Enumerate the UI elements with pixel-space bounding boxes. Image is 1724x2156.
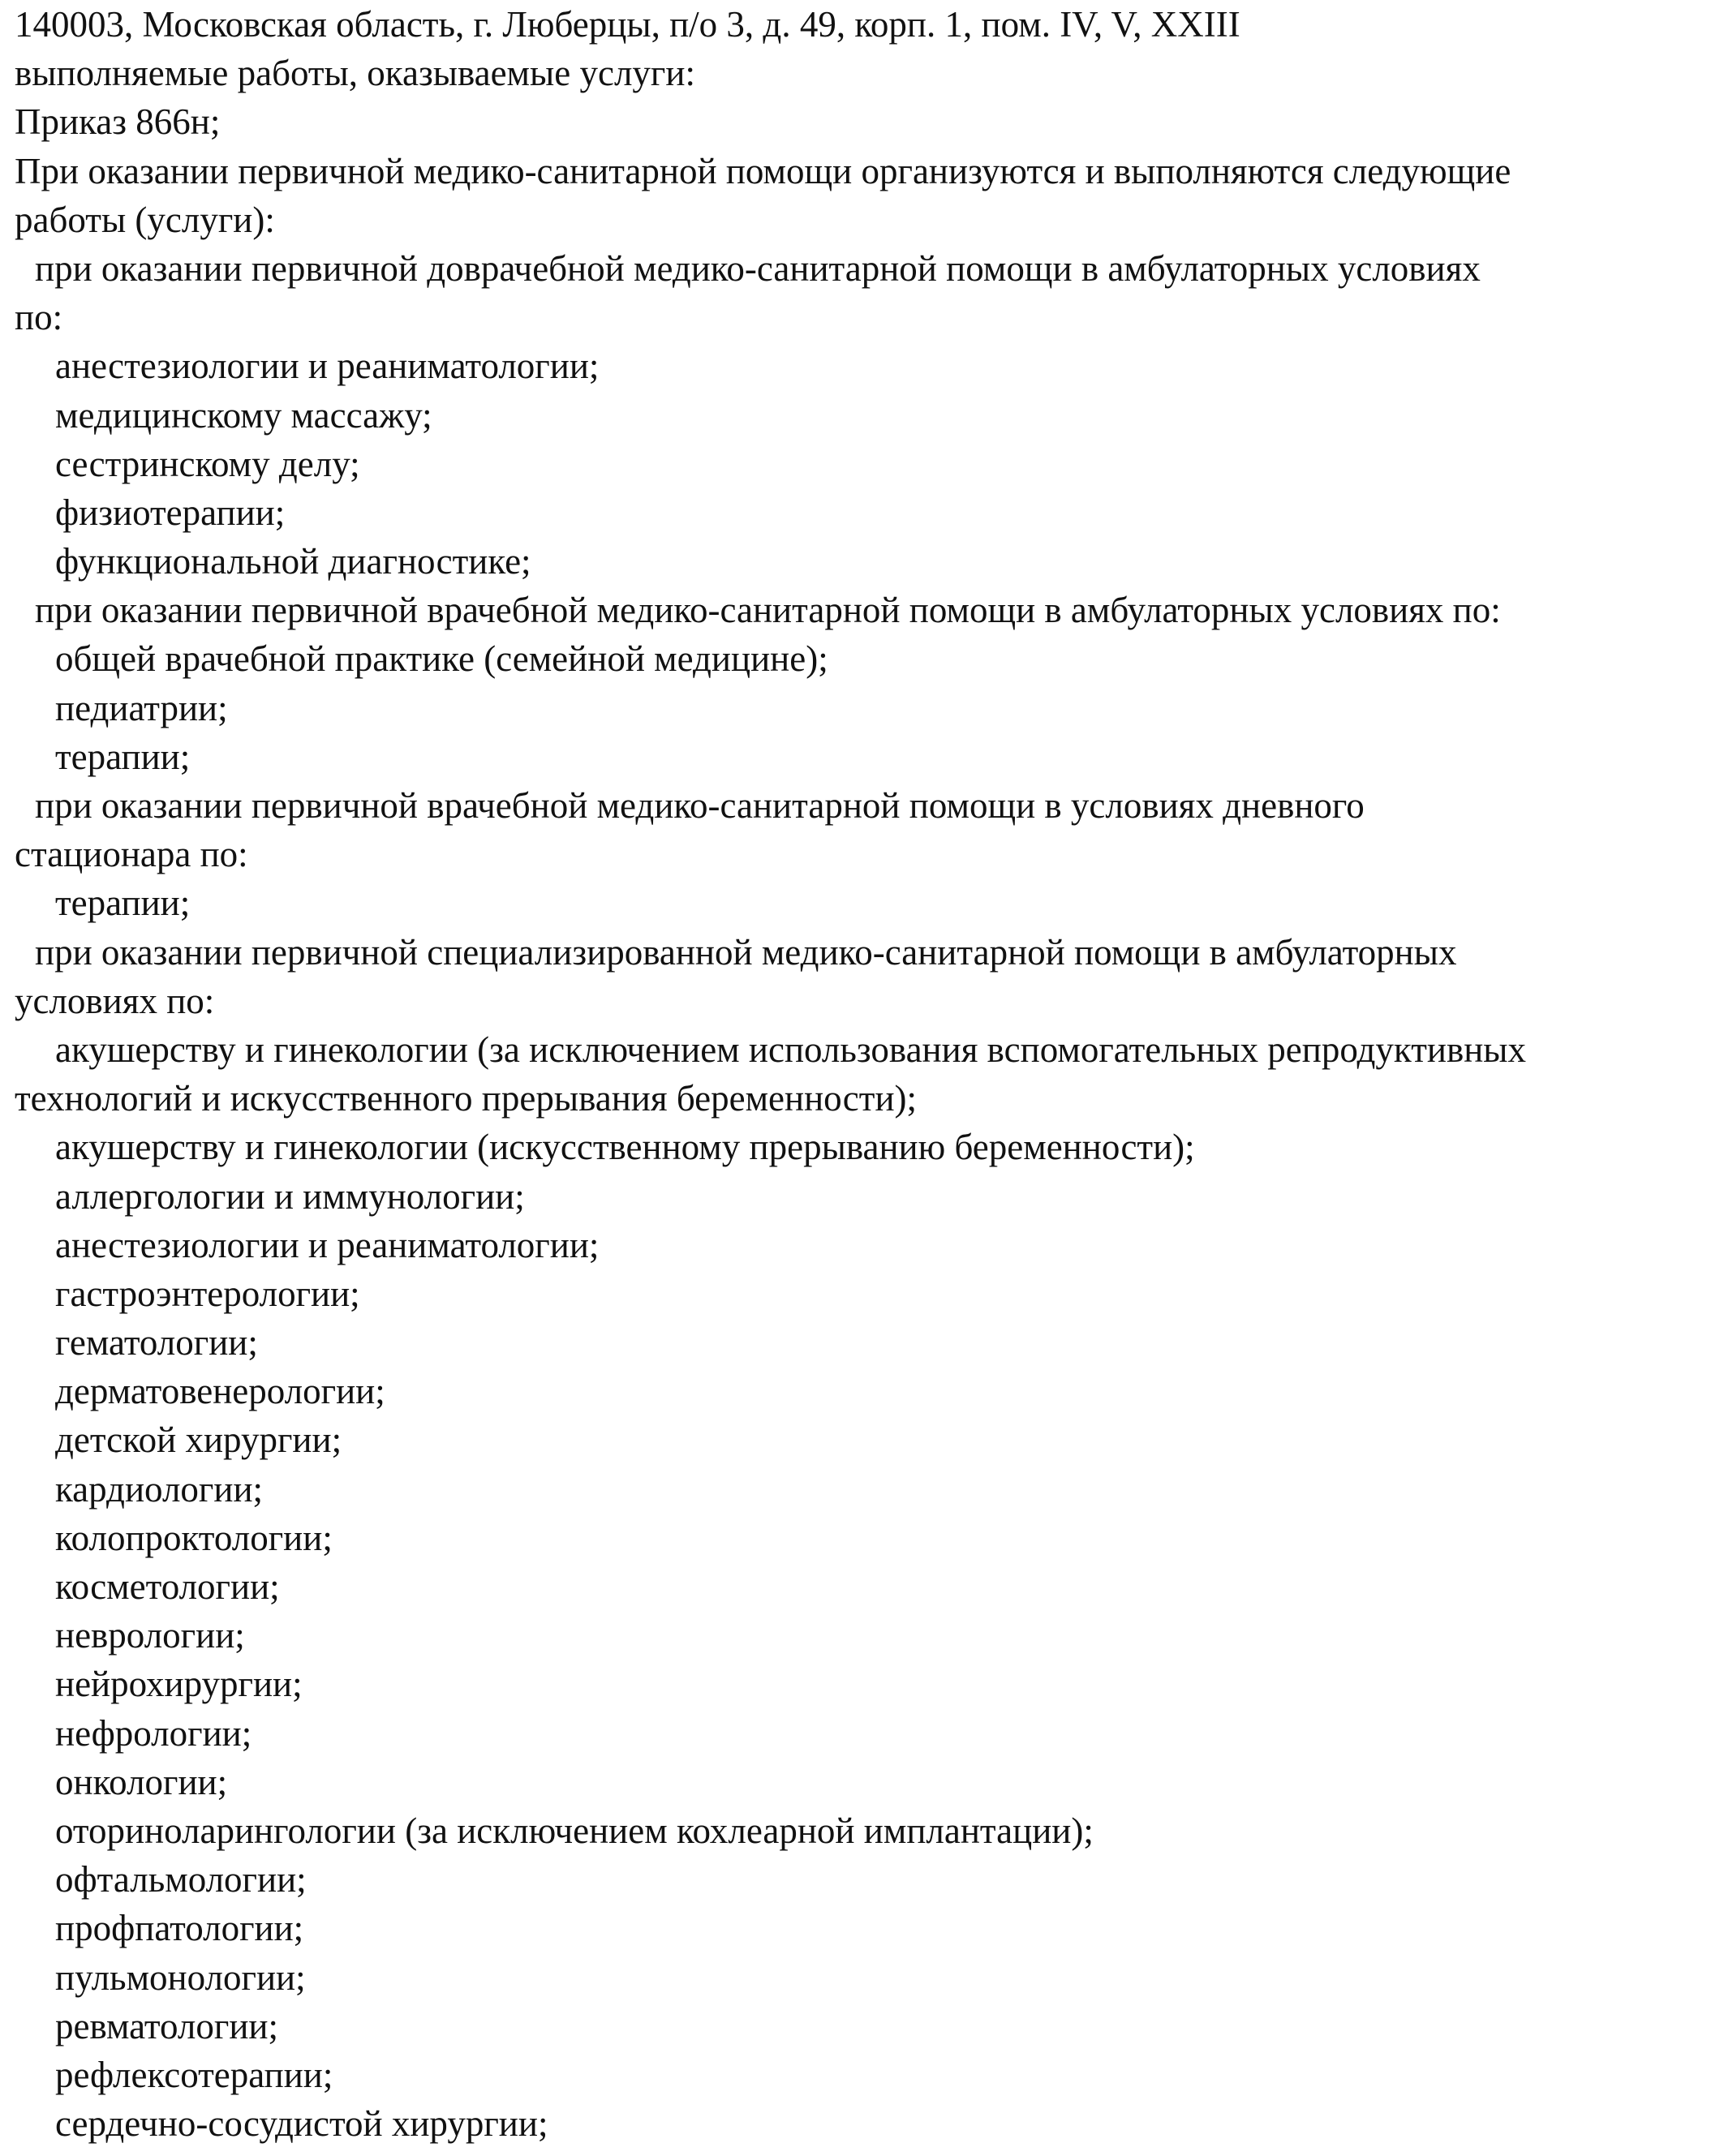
document-line: функциональной диагностике; [55, 541, 531, 582]
document-line: при оказании первичной доврачебной медико-санитарной помощи в амбулаторных условиях [35, 247, 1481, 289]
document-line: оториноларингологии (за исключением кохлеарной имплантации); [55, 1810, 1094, 1851]
document-line: технологий и искусственного прерывания беременности); [15, 1078, 918, 1119]
document-line: акушерству и гинекологии (за исключением использования вспомогательных репродуктивных [55, 1029, 1527, 1070]
document-line: При оказании первичной медико-санитарной помощи организуются и выполняются следующие [15, 150, 1511, 191]
document-line: анестезиологии и реаниматологии; [55, 346, 600, 387]
document-line: при оказании первичной врачебной медико-санитарной помощи в условиях дневного [35, 785, 1365, 826]
document-line: Приказ 866н; [15, 101, 221, 143]
document-line: терапии; [55, 736, 191, 777]
document-line: сердечно-сосудистой хирургии; [55, 2103, 548, 2145]
document-line: выполняемые работы, оказываемые услуги: [15, 53, 695, 94]
document-line: аллергологии и иммунологии; [55, 1175, 525, 1217]
document-text-block [15, 0, 1718, 2148]
document-line: профпатологии; [55, 1908, 304, 1949]
document-line: медицинскому массажу; [55, 394, 432, 436]
document-line: детской хирургии; [55, 1419, 342, 1461]
document-line: работы (услуги): [15, 199, 275, 240]
document-line: нефрологии; [55, 1712, 252, 1754]
document-line: терапии; [55, 883, 191, 924]
document-line: анестезиологии и реаниматологии; [55, 1224, 600, 1265]
document-line: сестринскому делу; [55, 443, 360, 484]
document-line: рефлексотерапии; [55, 2054, 333, 2095]
document-line: по: [15, 297, 63, 338]
document-line: офтальмологии; [55, 1859, 307, 1900]
document-line: при оказании первичной врачебной медико-санитарной помощи в амбулаторных условиях по: [35, 590, 1501, 631]
document-line: условиях по: [15, 980, 215, 1021]
document-line: общей врачебной практике (семейной медицине); [55, 638, 828, 680]
document-line: 140003, Московская область, г. Люберцы, п/о 3, д. 49, корп. 1, пом. IV, V, XXIII [15, 4, 1240, 45]
document-line: пульмонологии; [55, 1956, 306, 1998]
document-line: акушерству и гинекологии (искусственному прерыванию беременности); [55, 1127, 1195, 1168]
document-line: косметологии; [55, 1566, 280, 1607]
document-line: нейрохирургии; [55, 1664, 303, 1705]
document-line: неврологии; [55, 1615, 245, 1656]
document-line: кардиологии; [55, 1468, 264, 1510]
document-line: стационара по: [15, 834, 248, 875]
document-line: онкологии; [55, 1761, 228, 1802]
document-line: физиотерапии; [55, 492, 286, 533]
document-line: ревматологии; [55, 2005, 278, 2046]
document-line: гематологии; [55, 1322, 258, 1364]
document-line: колопроктологии; [55, 1517, 333, 1558]
document-line: при оказании первичной специализированной медико-санитарной помощи в амбулаторных [35, 931, 1457, 973]
document-line: гастроэнтерологии; [55, 1273, 360, 1314]
document-line: педиатрии; [55, 687, 228, 728]
document-line: дерматовенерологии; [55, 1371, 385, 1412]
